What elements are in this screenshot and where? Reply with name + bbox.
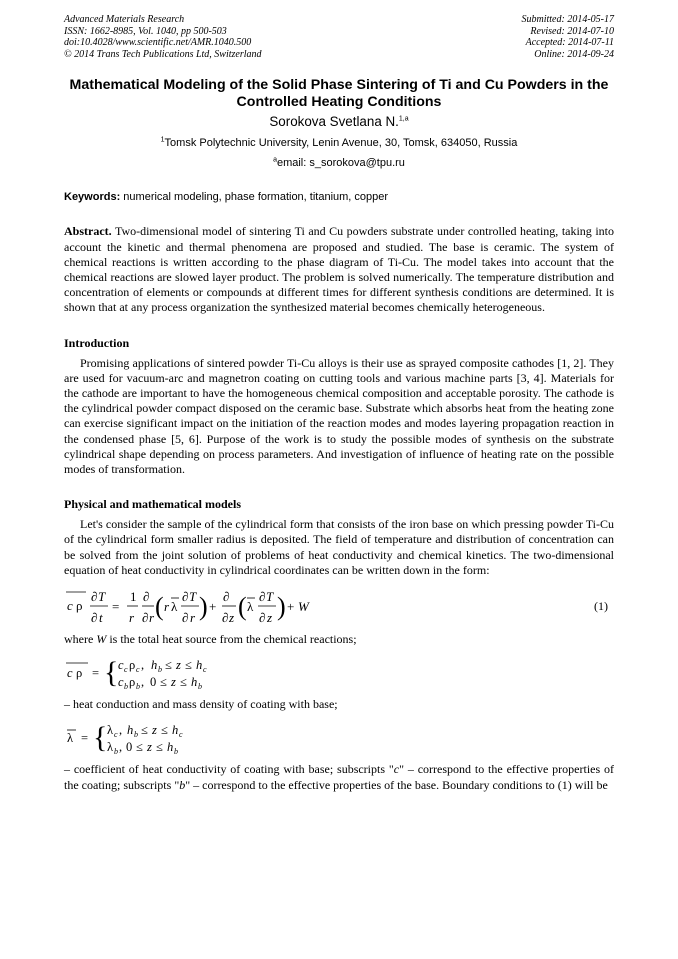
svg-text:∂: ∂: [259, 589, 266, 605]
intro-paragraph: Promising applications of sintered powder Ti-Cu alloys is their use as sprayed composite cathodes [1, 2]. They are used for vacuum-arc and magnetron coating on cutting tools and various machine parts [3, 4]. Materials for the cathode are important to have the homogeneous chemical composition and acceptable porosity. The cathode is the cylindrical powder compact disposed on the ceramic base. Substrate which absorbs heat from the heating zone can exercise significant impact on the initiation of the reaction modes and modes layering propagation reaction in the condensed phase [5, 6]. Purpose of the work is to study the possible modes of synthesis on the substrate cylindrical shape depending on process parameters. And investigation of influence of heating rate on the possible modes of transformation.: [64, 355, 614, 477]
svg-text:z: z: [176, 658, 181, 673]
svg-text:∂: ∂: [182, 589, 189, 605]
svg-text:∂: ∂: [222, 610, 229, 626]
svg-text:): ): [277, 592, 286, 622]
where-post: is the total heat source from the chemical reactions;: [106, 632, 357, 647]
equation-1: [64, 584, 614, 628]
svg-text:b: b: [136, 682, 140, 692]
svg-text:h: h: [172, 723, 179, 738]
svg-text:z: z: [267, 610, 273, 626]
svg-text:∂: ∂: [223, 589, 230, 605]
journal-name: Advanced Materials Research: [64, 14, 185, 25]
journal-issn: ISSN: 1662-8985, Vol. 1040, pp 500-503: [64, 25, 227, 37]
journal-copyright: © 2014 Trans Tech Publications Ltd, Switzerland: [64, 48, 262, 60]
svg-text:h: h: [191, 675, 198, 690]
svg-text:,: ,: [119, 723, 123, 738]
svg-text:T: T: [98, 589, 106, 605]
svg-text:∂: ∂: [142, 610, 149, 626]
subscript-c: c: [393, 762, 400, 777]
date-accepted: Accepted: 2014-07-11: [525, 37, 614, 49]
date-online: Online: 2014-09-24: [534, 48, 614, 60]
models-paragraph: Let's consider the sample of the cylindrical form that consists of the iron base on which pressing powder Ti-Cu of the cylindrical form smaller radius is deposited. The field of temperature and distribution of concentration can be solved from the joint solution of problems of heat conductivity and chemical kinetics. The two-dimensional equation of heat conductivity in cylindrical coordinates can be written down in the form:: [64, 517, 614, 577]
svg-text:h: h: [167, 740, 174, 755]
svg-text:c: c: [136, 665, 140, 675]
abstract-label: Abstract.: [64, 224, 112, 239]
svg-text:≤: ≤: [165, 658, 172, 673]
equation-1-number: (1): [594, 598, 608, 613]
svg-text:0: 0: [150, 675, 157, 690]
intro-heading: Introduction: [64, 335, 130, 350]
svg-text:z: z: [152, 723, 157, 738]
svg-text:λ: λ: [107, 723, 114, 738]
svg-text:c: c: [67, 598, 73, 614]
author-sup: 1,a: [398, 115, 409, 123]
svg-text:h: h: [196, 658, 203, 673]
svg-text:λ: λ: [107, 740, 114, 755]
svg-text:λ: λ: [171, 599, 178, 615]
affiliation-text: Tomsk Polytechnic University, Lenin Avenue, 30, Tomsk, 634050, Russia: [164, 137, 518, 150]
svg-text:b: b: [114, 747, 118, 757]
svg-text:,: ,: [141, 658, 145, 673]
where-var: W: [96, 632, 107, 647]
subscript-b: b: [179, 777, 186, 792]
svg-text:∂: ∂: [259, 610, 266, 626]
keywords-label: Keywords:: [64, 191, 121, 204]
svg-text:≤: ≤: [136, 740, 143, 755]
where-pre: where: [64, 632, 97, 647]
equation-2: [64, 653, 614, 693]
svg-text:{: {: [93, 721, 108, 755]
svg-text:z: z: [171, 675, 176, 690]
email-sup: a: [273, 156, 277, 164]
svg-text:c: c: [114, 730, 118, 740]
paper-page: [64, 14, 614, 793]
svg-text:{: {: [104, 656, 119, 690]
where-line: [64, 632, 614, 647]
desc-part-2: " – correspond to the effective properties of the coating; subscripts ": [64, 762, 615, 792]
svg-text:=: =: [112, 599, 120, 615]
svg-text:c: c: [179, 730, 183, 740]
svg-text:≤: ≤: [185, 658, 192, 673]
density-description: – heat conduction and mass density of coating with base;: [64, 697, 338, 712]
svg-text:c: c: [118, 675, 124, 690]
svg-text:ρ: ρ: [76, 598, 83, 614]
svg-text:b: b: [134, 730, 138, 740]
date-revised: Revised: 2014-07-10: [530, 25, 614, 37]
svg-text:(: (: [155, 592, 164, 622]
svg-text:z: z: [147, 740, 152, 755]
conductivity-description: [64, 762, 614, 792]
svg-text:r: r: [149, 610, 155, 626]
journal-header: [64, 14, 614, 60]
svg-text:W: W: [298, 599, 309, 615]
author-name: Sorokova Svetlana N.: [269, 114, 399, 130]
models-heading: Physical and mathematical models: [64, 497, 241, 512]
date-submitted: Submitted: 2014-05-17: [521, 14, 614, 25]
svg-text:ρ: ρ: [129, 658, 136, 673]
desc-part-3: " – correspond to the effective properties of the base. Boundary conditions to (1) will be: [185, 777, 608, 792]
paper-title: Mathematical Modeling of the Solid Phase Sintering of Ti and Cu Powders in the Controlled Heating Conditions: [69, 77, 609, 111]
svg-text:ρ: ρ: [76, 666, 83, 681]
svg-text:c: c: [67, 666, 73, 681]
svg-text:): ): [199, 592, 208, 622]
svg-text:h: h: [127, 723, 134, 738]
svg-text:t: t: [99, 610, 103, 626]
svg-text:z: z: [229, 610, 235, 626]
svg-text:(: (: [238, 592, 247, 622]
equation-3: [64, 718, 614, 758]
svg-text:+: +: [287, 599, 295, 615]
svg-text:c: c: [203, 665, 207, 675]
svg-text:b: b: [198, 682, 202, 692]
abstract: [64, 224, 614, 315]
journal-info: [64, 14, 262, 60]
svg-text:1: 1: [130, 589, 137, 605]
svg-text:≤: ≤: [141, 723, 148, 738]
conductivity-piecewise-formula: [64, 718, 224, 758]
svg-text:b: b: [158, 665, 162, 675]
desc-part-1: – coefficient of heat conductivity of coating with base; subscripts ": [64, 762, 394, 777]
svg-text:∂: ∂: [91, 610, 98, 626]
svg-text:T: T: [266, 589, 274, 605]
author: [64, 114, 614, 130]
affiliation: [64, 137, 614, 150]
svg-text:≤: ≤: [156, 740, 163, 755]
svg-text:b: b: [174, 747, 178, 757]
svg-text:∂: ∂: [182, 610, 189, 626]
svg-text:ρ: ρ: [129, 675, 136, 690]
svg-text:λ: λ: [67, 731, 74, 746]
svg-text:∂: ∂: [143, 589, 150, 605]
abstract-text: Two-dimensional model of sintering Ti and Cu powders substrate under controlled heating, taking into account the kinetic and thermal phenomena are proposed and studied. The base is ceramic. The system of chemical reactions is written according to the phase diagram of Ti-Cu. The model takes into account that the chemical reactions are slowed layer product. The problem is solved numerically. The temperature distribution and concentration of elements or compounds at different times for different synthesis conditions are determined. It is shown that at any process organization the synthesized material becomes chemically heterogeneous.: [64, 224, 614, 315]
density-piecewise-formula: [64, 653, 244, 693]
svg-text:,: ,: [141, 675, 145, 690]
affiliation-sup: 1: [160, 136, 165, 144]
svg-text:b: b: [124, 682, 128, 692]
email-text: email: s_sorokova@tpu.ru: [276, 157, 405, 170]
svg-text:T: T: [189, 589, 197, 605]
svg-text:0: 0: [126, 740, 133, 755]
svg-text:≤: ≤: [180, 675, 187, 690]
svg-text:∂: ∂: [91, 589, 98, 605]
svg-text:h: h: [151, 658, 158, 673]
svg-text:≤: ≤: [160, 675, 167, 690]
svg-text:r: r: [129, 610, 135, 626]
author-email: [64, 157, 614, 170]
keywords: [64, 191, 614, 204]
svg-text:c: c: [118, 658, 124, 673]
heat-equation-formula: [64, 584, 314, 628]
submission-dates: [522, 14, 615, 60]
svg-text:=: =: [81, 731, 89, 746]
svg-text:+: +: [209, 599, 217, 615]
svg-text:c: c: [124, 665, 128, 675]
svg-text:r: r: [164, 599, 170, 615]
svg-text:r: r: [190, 610, 196, 626]
svg-text:,: ,: [119, 740, 123, 755]
svg-text:=: =: [92, 666, 100, 681]
svg-text:λ: λ: [247, 599, 254, 615]
keywords-text: numerical modeling, phase formation, titanium, copper: [120, 191, 389, 204]
journal-doi: doi:10.4028/www.scientific.net/AMR.1040.500: [64, 37, 252, 49]
svg-text:≤: ≤: [161, 723, 168, 738]
